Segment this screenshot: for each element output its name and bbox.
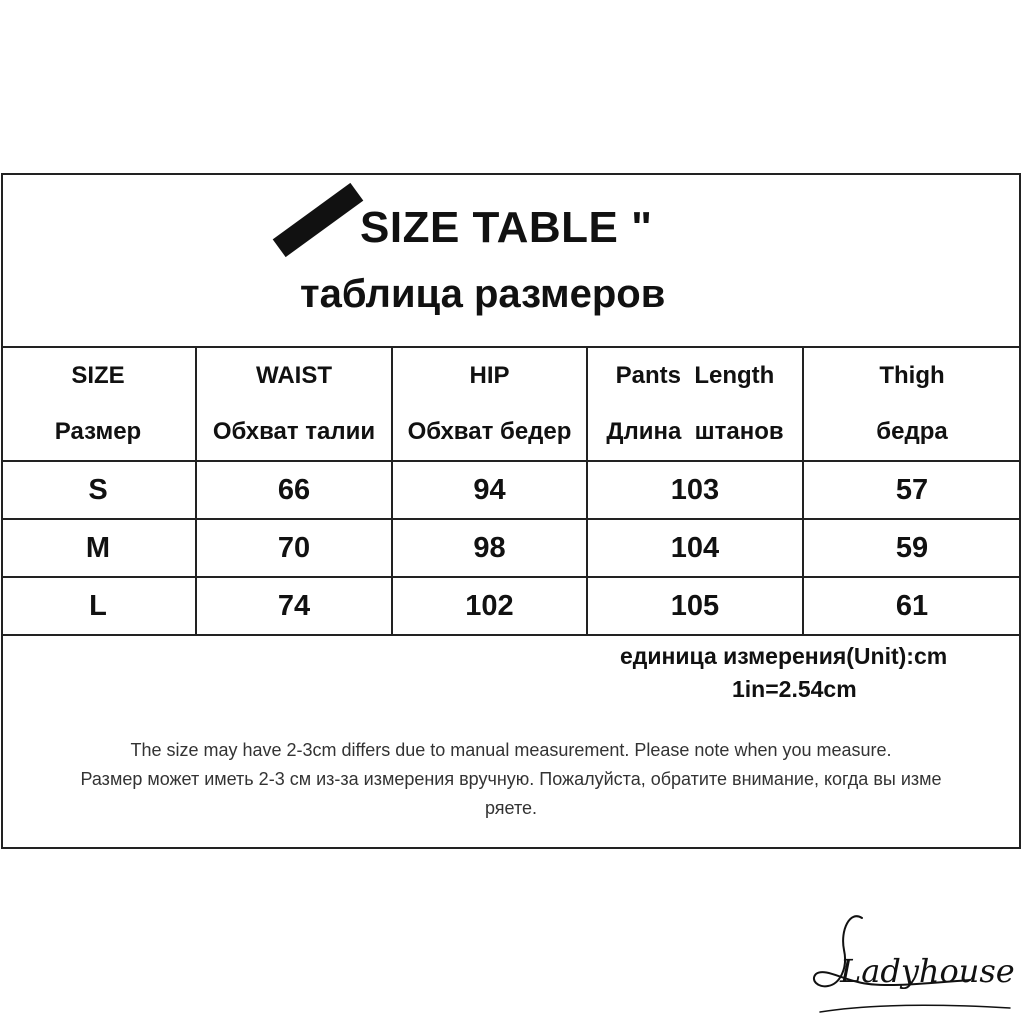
brand-logo — [800, 900, 1020, 1020]
header-pants-length — [587, 347, 803, 461]
cell-size: L — [1, 577, 196, 635]
cell-pants-length: 105 — [587, 577, 803, 635]
brand-logo-text: Ladyhouse — [840, 952, 1015, 990]
header-pants-length-en: Pants Length — [615, 362, 775, 389]
table-row — [1, 519, 1020, 577]
cell-pants-length: 104 — [587, 519, 803, 577]
header-hip-ru: Обхват бедер — [407, 418, 572, 445]
cell-size: S — [1, 461, 196, 519]
header-thigh-ru: бедра — [876, 418, 948, 445]
unit-label: единица измерения(Unit):cm — [620, 643, 948, 669]
header-size-ru: Размер — [54, 418, 142, 445]
table-row — [1, 577, 1020, 635]
title-english: SIZE TABLE " — [360, 203, 653, 252]
cell-pants-length: 103 — [587, 461, 803, 519]
cell-hip: 94 — [392, 461, 587, 519]
size-table — [1, 346, 1020, 636]
cell-hip: 102 — [392, 577, 587, 635]
cell-thigh: 61 — [803, 577, 1020, 635]
header-size-en: SIZE — [71, 362, 125, 389]
table-row — [1, 461, 1020, 519]
cell-waist: 74 — [196, 577, 392, 635]
unit-conversion: 1in=2.54cm — [732, 676, 857, 702]
note-russian-continued: ряете. — [484, 798, 538, 818]
header-thigh — [803, 347, 1020, 461]
cell-hip: 98 — [392, 519, 587, 577]
header-waist-ru: Обхват талии — [212, 418, 376, 445]
header-hip-en: HIP — [469, 362, 510, 389]
header-waist — [196, 347, 392, 461]
header-hip — [392, 347, 587, 461]
cell-size: M — [1, 519, 196, 577]
cell-waist: 66 — [196, 461, 392, 519]
table-header-row — [1, 347, 1020, 461]
header-waist-en: WAIST — [256, 362, 332, 389]
note-russian: Размер может иметь 2-3 см из-за измерения вручную. Пожалуйста, обратите внимание, когда вы изме — [80, 769, 942, 789]
note-english: The size may have 2-3cm differs due to manual measurement. Please note when you measure. — [130, 740, 892, 760]
cell-thigh: 57 — [803, 461, 1020, 519]
cell-waist: 70 — [196, 519, 392, 577]
header-size — [1, 347, 196, 461]
title-russian: таблица размеров — [300, 272, 666, 316]
cell-thigh: 59 — [803, 519, 1020, 577]
header-pants-length-ru: Длина штанов — [606, 418, 784, 445]
header-thigh-en: Thigh — [879, 362, 945, 389]
